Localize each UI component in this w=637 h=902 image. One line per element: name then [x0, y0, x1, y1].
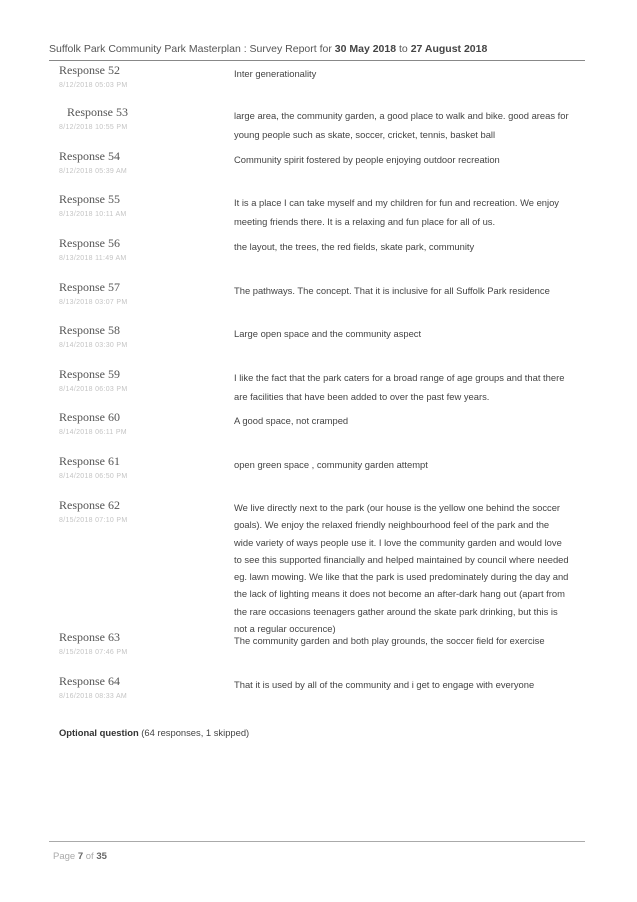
response-date: 8/13/2018 11:49 AM	[59, 255, 127, 262]
response-text: I like the fact that the park caters for a broad range of age groups and that there are facilities that have been added to over the past few years.	[234, 372, 565, 402]
response-title: Response 58	[59, 323, 120, 337]
response-date: 8/15/2018 07:46 PM	[59, 649, 128, 656]
response-date: 8/15/2018 07:10 PM	[59, 517, 128, 524]
response-title: Response 53	[67, 105, 128, 119]
response-text: The pathways. The concept. That it is inclusive for all Suffolk Park residence	[234, 285, 550, 296]
optional-question-label: Optional question	[59, 727, 139, 738]
response-title: Response 64	[59, 674, 120, 688]
response-date: 8/14/2018 03:30 PM	[59, 342, 128, 349]
response-date: 8/14/2018 06:03 PM	[59, 386, 128, 393]
optional-question-summary	[59, 727, 249, 738]
response-text: Large open space and the community aspect	[234, 328, 422, 339]
response-text: A good space, not cramped	[234, 415, 349, 426]
response-title: Response 57	[59, 280, 120, 294]
response-text: It is a place I can take myself and my children for fun and recreation. We enjoy meeting friends there. It is a relaxing and fun place for all of us.	[234, 197, 559, 227]
response-date: 8/14/2018 06:50 PM	[59, 473, 128, 480]
response-text: Community spirit fostered by people enjoying outdoor recreation	[234, 154, 500, 165]
response-text: large area, the community garden, a good place to walk and bike. good areas for young people such as skate, soccer, cricket, tennis, basket ball	[234, 110, 569, 140]
response-date: 8/13/2018 03:07 PM	[59, 299, 128, 306]
of-word: of	[85, 851, 94, 862]
response-date: 8/12/2018 05:39 AM	[59, 168, 128, 175]
response-text: That it is used by all of the community and i get to engage with everyone	[234, 679, 535, 690]
response-date: 8/16/2018 08:33 AM	[59, 693, 128, 700]
response-date: 8/12/2018 05:03 PM	[59, 82, 128, 89]
response-text: Inter generationality	[234, 68, 317, 79]
end-date: 27 August 2018	[410, 43, 488, 55]
response-title: Response 60	[59, 410, 120, 424]
response-title: Response 59	[59, 367, 120, 381]
date-separator: to	[399, 43, 408, 55]
page-word: Page	[53, 851, 76, 862]
response-title: Response 55	[59, 192, 120, 206]
response-date: 8/12/2018 10:55 PM	[59, 124, 128, 131]
optional-question-detail: (64 responses, 1 skipped)	[141, 727, 250, 738]
response-title: Response 62	[59, 498, 120, 512]
response-text: The community garden and both play grounds, the soccer field for exercise	[234, 635, 545, 646]
response-title: Response 56	[59, 236, 120, 250]
response-date: 8/14/2018 06:11 PM	[59, 429, 127, 436]
response-title: Response 61	[59, 454, 120, 468]
report-subtitle: : Survey Report for	[243, 43, 332, 55]
response-title: Response 54	[59, 149, 120, 163]
total-pages: 35	[96, 851, 107, 862]
response-text: We live directly next to the park (our house is the yellow one behind the soccer goals). We enjoy the relaxed friendly neighbourhood feel of the park and the wide variety of ways people use it. I love the community garden and would love to see this supported financially and helped maintained by council where needed eg. lawn mowing. We like that the park is used predominately during the day and the lack of lighting means it does not become an after-dark hang out (apart from the rare occasions teenagers gather around the skate park drinking, but this is not a regular occurence)	[234, 502, 569, 635]
page-footer	[53, 851, 107, 862]
response-title: Response 52	[59, 63, 120, 77]
response-title: Response 63	[59, 630, 120, 644]
response-text: open green space , community garden attempt	[234, 459, 428, 470]
response-date: 8/13/2018 10:11 AM	[59, 211, 127, 218]
start-date: 30 May 2018	[334, 43, 397, 55]
page-number: 7	[77, 851, 84, 862]
header-divider	[49, 60, 585, 61]
page-header	[49, 43, 487, 55]
report-title: Suffolk Park Community Park Masterplan	[49, 43, 241, 55]
footer-divider	[49, 841, 585, 842]
response-text: the layout, the trees, the red fields, skate park, community	[234, 241, 475, 252]
